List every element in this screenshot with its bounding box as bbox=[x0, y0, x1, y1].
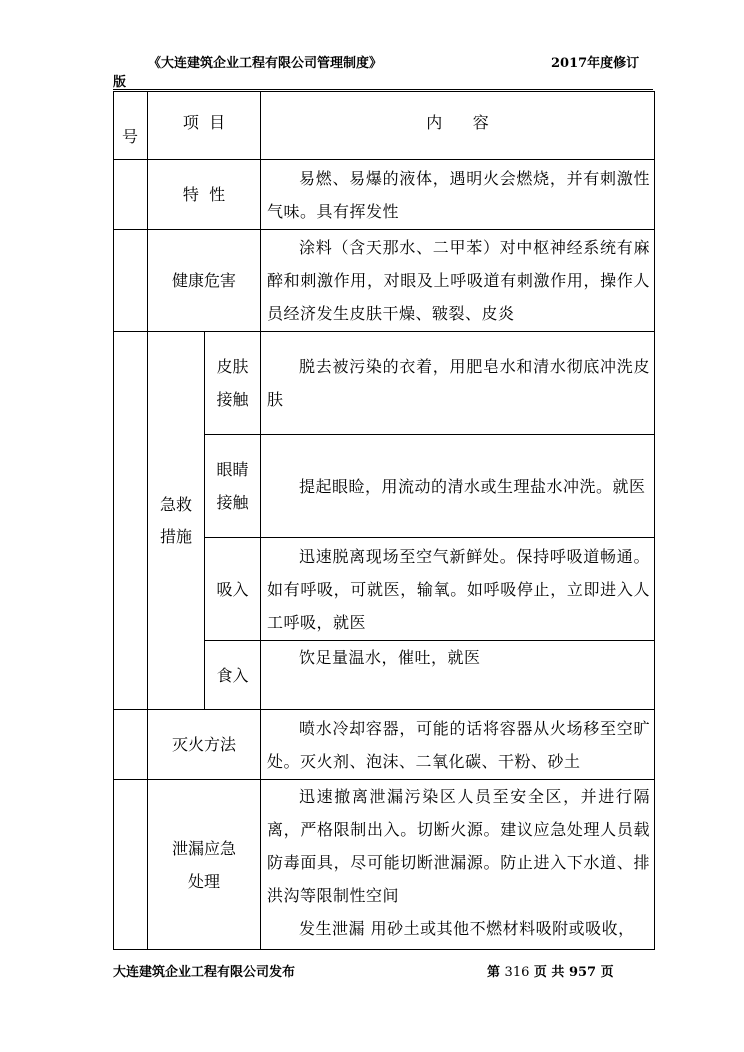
revision-label: 2017年度修订 bbox=[551, 56, 640, 71]
sub-item-label: 眼睛接触 bbox=[205, 435, 261, 538]
page-number: 316 bbox=[504, 965, 530, 980]
content-cell: 涂料（含天那水、二甲苯）对中枢神经系统有麻醉和刺激作用，对眼及上呼吸道有刺激作用，操作人员经济发生皮肤干燥、皲裂、皮炎 bbox=[261, 230, 655, 332]
document-title: 《大连建筑企业工程有限公司管理制度》 bbox=[148, 56, 383, 71]
no-cell bbox=[114, 332, 148, 710]
page-suffix: 页 bbox=[600, 965, 614, 980]
page-prefix: 第 bbox=[487, 965, 501, 980]
page-mid: 页 共 bbox=[533, 965, 565, 980]
safety-table bbox=[113, 91, 655, 950]
table-header-row bbox=[114, 92, 655, 160]
revision-tail: 版 bbox=[113, 75, 127, 90]
no-cell bbox=[114, 160, 148, 230]
table-row bbox=[114, 710, 655, 780]
table-row bbox=[114, 160, 655, 230]
footer-publisher: 大连建筑企业工程有限公司发布 bbox=[113, 965, 296, 980]
content-cell: 脱去被污染的衣着，用肥皂水和清水彻底冲洗皮肤 bbox=[261, 332, 655, 435]
leak-paragraph: 迅速撤离泄漏污染区人员至安全区，并进行隔离，严格限制出入。切断火源。建议应急处理人员载防毒面具，尽可能切断泄漏源。防止进入下水道、排洪沟等限制性空间 bbox=[267, 787, 650, 905]
table-row bbox=[114, 780, 655, 950]
no-cell bbox=[114, 780, 148, 950]
sub-item-label: 食入 bbox=[205, 641, 261, 710]
sub-item-label: 吸入 bbox=[205, 538, 261, 641]
content-cell: 饮足量温水，催吐，就医 bbox=[261, 641, 655, 710]
header-rule bbox=[113, 89, 653, 90]
content-cell: 迅速脱离现场至空气新鲜处。保持呼吸道畅通。如有呼吸，可就医，输氧。如呼吸停止，立即进入人工呼吸，就医 bbox=[261, 538, 655, 641]
item-label: 灭火方法 bbox=[148, 710, 261, 780]
page-total: 957 bbox=[568, 965, 597, 980]
leak-paragraph-2: 发生泄漏 用砂土或其他不燃材料吸附或吸收， bbox=[299, 919, 635, 938]
item-label: 特 性 bbox=[148, 160, 261, 230]
col-item-header: 项 目 bbox=[148, 92, 261, 160]
footer-page-info bbox=[487, 961, 614, 980]
table-row bbox=[114, 230, 655, 332]
content-cell: 易燃、易爆的液体，遇明火会燃烧，并有刺激性气味。具有挥发性 bbox=[261, 160, 655, 230]
no-cell bbox=[114, 710, 148, 780]
table-row bbox=[114, 332, 655, 435]
item-label: 泄漏应急处理 bbox=[148, 780, 261, 950]
content-cell bbox=[261, 780, 655, 950]
content-cell: 提起眼睑，用流动的清水或生理盐水冲洗。就医 bbox=[261, 435, 655, 538]
item-label: 健康危害 bbox=[148, 230, 261, 332]
no-cell bbox=[114, 230, 148, 332]
item-label: 急救措施 bbox=[148, 332, 205, 710]
content-cell: 喷水冷却容器，可能的话将容器从火场移至空旷处。灭火剂、泡沫、二氧化碳、干粉、砂土 bbox=[261, 710, 655, 780]
sub-item-label: 皮肤接触 bbox=[205, 332, 261, 435]
col-no-header: 号 bbox=[114, 92, 148, 160]
col-content-header: 内 容 bbox=[261, 92, 655, 160]
